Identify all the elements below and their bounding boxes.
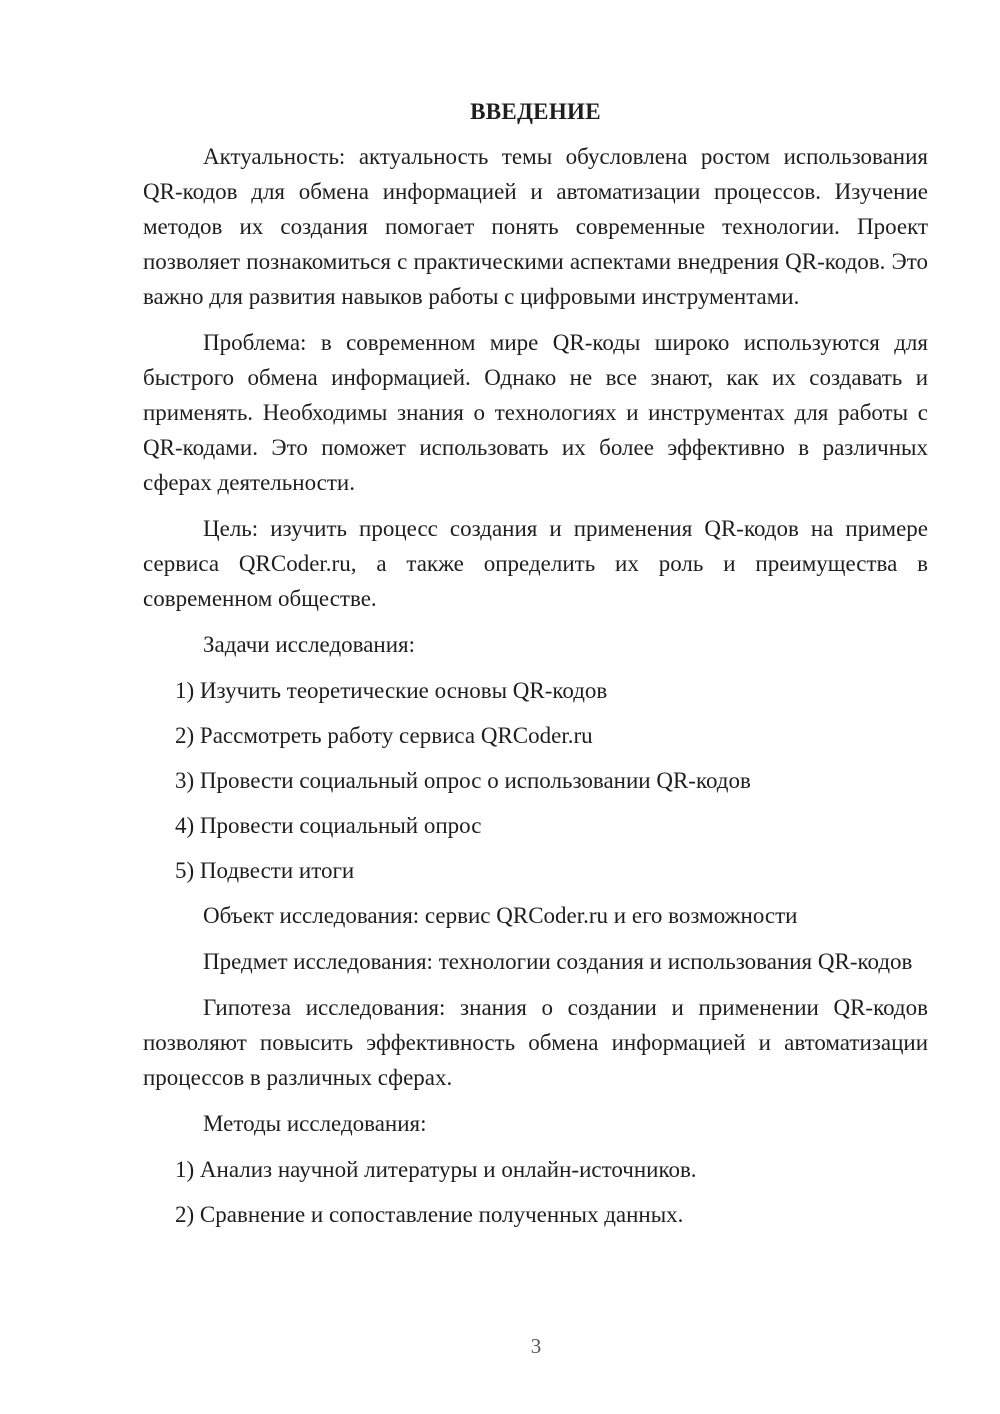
method-item: 1) Анализ научной литературы и онлайн-источников. — [175, 1157, 697, 1182]
tasks-list — [143, 673, 928, 888]
object-paragraph: Объект исследования: сервис QRCoder.ru и его возможности — [203, 903, 798, 928]
tasks-heading: Задачи исследования: — [203, 632, 416, 657]
task-item: 5) Подвести итоги — [175, 858, 355, 883]
problem-paragraph: Проблема: в современном мире QR-коды широко используются для быстрого обмена информацией. Однако не все знают, как их создавать и применять. Необходимы знания о технологиях и инструментах для работы с QR-кодами. Это поможет использовать их более эффективно в различных сферах деятельности. — [143, 330, 928, 495]
task-item: 4) Провести социальный опрос — [175, 813, 482, 838]
page-number: 3 — [530, 1334, 542, 1358]
method-item: 2) Сравнение и сопоставление полученных данных. — [175, 1202, 684, 1227]
task-item: 1) Изучить теоретические основы QR-кодов — [175, 678, 608, 703]
subject-paragraph: Предмет исследования: технологии создания и использования QR-кодов — [203, 949, 913, 974]
hypothesis-paragraph: Гипотеза исследования: знания о создании и применении QR-кодов позволяют повысить эффективность обмена информацией и автоматизации процессов в различных сферах. — [143, 995, 928, 1090]
methods-list — [143, 1152, 928, 1232]
methods-heading: Методы исследования: — [203, 1111, 427, 1136]
page-title: ВВЕДЕНИЕ — [470, 99, 601, 124]
task-item: 3) Провести социальный опрос о использовании QR-кодов — [175, 768, 751, 793]
relevance-paragraph: Актуальность: актуальность темы обусловлена ростом использования QR-кодов для обмена информацией и автоматизации процессов. Изучение методов их создания помогает понять современные технологии. Проект позволяет познакомиться с практическими аспектами внедрения QR-кодов. Это важно для развития навыков работы с цифровыми инструментами. — [143, 144, 928, 309]
task-item: 2) Рассмотреть работу сервиса QRCoder.ru — [175, 723, 593, 748]
goal-paragraph: Цель: изучить процесс создания и применения QR-кодов на примере сервиса QRCoder.ru, а также определить их роль и преимущества в современном обществе. — [143, 516, 928, 611]
page-content — [143, 94, 928, 1232]
